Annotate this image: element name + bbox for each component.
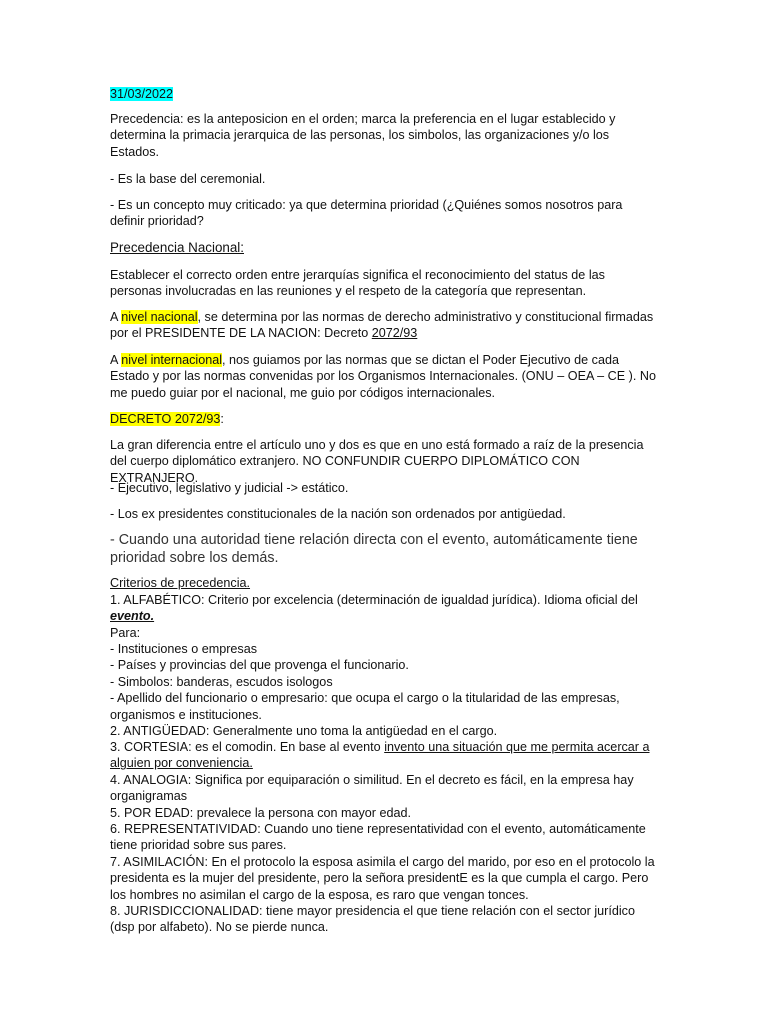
paragraph-nivel-internacional <box>110 352 658 401</box>
paragraph-nivel-nacional <box>110 309 658 342</box>
text: , se determina por las normas de derecho administrativo y constitucional firmadas por el PRESIDENTE DE LA NACION: Decreto <box>110 310 654 341</box>
text: A <box>110 310 122 324</box>
nivel-internacional-highlight: nivel internacional <box>121 353 223 367</box>
paragraph-autoridad-evento: - Cuando una autoridad tiene relación directa con el evento, automáticamente tiene prioridad sobre los demás. <box>110 532 638 566</box>
list-item: - Simbolos: banderas, escudos isologos <box>110 674 333 689</box>
paragraph-gran-diferencia: La gran diferencia entre el artículo uno y dos es que en uno está formado a raíz de la presencia del cuerpo diplomático extranjero. NO CONFUNDIR CUERPO DIPLOMÁTICO CON EXTRANJERO. <box>110 438 644 485</box>
criterio-asimilacion: 7. ASIMILACIÓN: En el protocolo la esposa asimila el cargo del marido, por eso en el protocolo la presidenta es la mujer del presidente, pero la señora presidentE es la que cumpla el cargo. Pero los hombres no asimilan el cargo de la esposa, es raro que vengan tonces. <box>110 855 655 902</box>
paragraph-concepto-criticado: - Es un concepto muy criticado: ya que determina prioridad (¿Quiénes somos nosotros para definir prioridad? <box>110 198 623 229</box>
para-label: Para: <box>110 626 141 640</box>
text: , nos guiamos por las normas que se dictan el Poder Ejecutivo de cada Estado y por las normas convenidas por los Organismos Internacionales. (ONU – OEA – CE ). No me puedo guiar por el nacional, me guio por códigos internacionales. <box>110 353 656 400</box>
decreto-number: 2072/93 <box>371 326 418 341</box>
list-item: - Instituciones o empresas <box>110 642 257 656</box>
paragraph-ex-presidentes: - Los ex presidentes constitucionales de la nación son ordenados por antigüedad. <box>110 507 566 521</box>
paragraph-precedencia-definition: Precedencia: es la anteposicion en el orden; marca la preferencia en el lugar establecido y determina la primacia jerarquica de las personas, los simbolos, las organizaciones y/o los Estados. <box>110 112 616 159</box>
nivel-nacional-highlight: nivel nacional <box>121 310 198 324</box>
cortesia-underlined: invento una situación que me permita acercar a alguien por conveniencia. <box>110 740 650 771</box>
date-line <box>110 86 658 102</box>
paragraph-base-ceremonial: - Es la base del ceremonial. <box>110 172 266 186</box>
heading-precedencia-nacional-text: Precedencia Nacional: <box>110 240 244 255</box>
criterio-analogia: 4. ANALOGIA: Significa por equiparación o similitud. En el decreto es fácil, en la empresa hay organigramas <box>110 773 634 804</box>
heading-criterios-text: Criterios de precedencia. <box>110 576 251 590</box>
criterio-jurisdiccionalidad: 8. JURISDICCIONALIDAD: tiene mayor presidencia el que tiene relación con el sector jurídico (dsp por alfabeto). No se pierde nunca. <box>110 904 635 935</box>
criterio-alfabetico <box>110 592 658 625</box>
criterio-representatividad: 6. REPRESENTATIVIDAD: Cuando uno tiene representatividad con el evento, automáticamente tiene prioridad sobre sus pares. <box>110 822 646 853</box>
criterio-antiguedad: 2. ANTIGÜEDAD: Generalmente uno toma la antigüedad en el cargo. <box>110 724 498 738</box>
criterio-cortesia <box>110 739 658 772</box>
date-highlight: 31/03/2022 <box>110 87 174 101</box>
heading-criterios <box>110 575 658 591</box>
text: 3. CORTESIA: es el comodin. En base al evento <box>110 740 385 754</box>
paragraph-orden-jerarquias: Establecer el correcto orden entre jerarquías significa el reconocimiento del status de las personas involucradas en las reuniones y el respeto de la categoría que representan. <box>110 268 605 299</box>
heading-decreto <box>110 411 658 427</box>
criterio-edad: 5. POR EDAD: prevalece la persona con mayor edad. <box>110 806 412 820</box>
evento-word: evento. <box>110 609 155 624</box>
decreto-colon: : <box>220 412 224 426</box>
paragraph-ejecutivo-legislativo: - Ejecutivo, legislativo y judicial -> estático. <box>110 481 349 495</box>
text: A <box>110 353 122 367</box>
decreto-highlight: DECRETO 2072/93 <box>110 412 221 426</box>
para-list <box>110 641 658 723</box>
list-item: - Países y provincias del que provenga el funcionario. <box>110 658 409 673</box>
list-item: - Apellido del funcionario o empresario: que ocupa el cargo o la titularidad de las empresas, organismos e instituciones. <box>110 691 620 722</box>
heading-precedencia-nacional <box>110 240 658 256</box>
text: 1. ALFABÉTICO: Criterio por excelencia (determinación de igualdad jurídica). Idioma oficial del <box>110 593 638 607</box>
